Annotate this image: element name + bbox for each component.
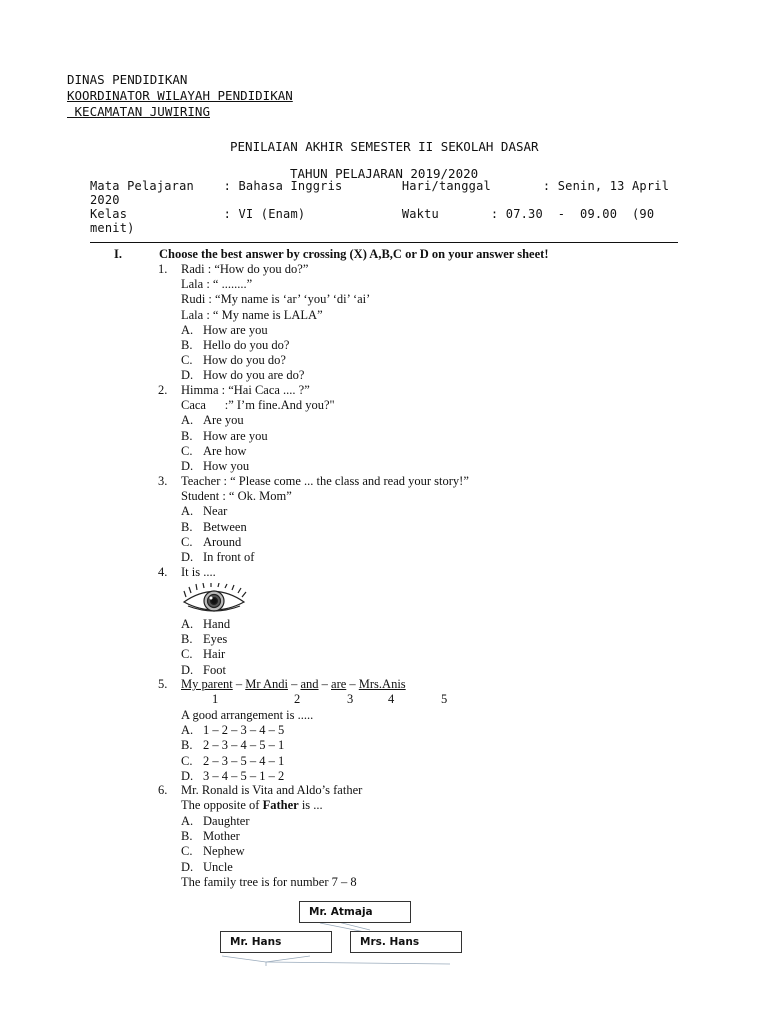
q5-index-1: 1	[212, 692, 219, 706]
q5-word-1: My parent	[181, 677, 233, 691]
q6-option-text: Daughter	[203, 814, 250, 828]
q6-option-letter: C.	[181, 844, 193, 859]
q5-sep-4: –	[346, 677, 359, 691]
q1-option-letter: B.	[181, 338, 193, 352]
header-line-2: KOORDINATOR WILAYAH PENDIDIKAN	[67, 88, 293, 103]
q3-line-1: Teacher : “ Please come ... the class and read your story!”	[181, 474, 469, 488]
q6-footer: The family tree is for number 7 – 8	[181, 874, 357, 889]
q5-option-text: 2 – 3 – 5 – 4 – 1	[203, 753, 285, 768]
q1-option-letter: D.	[181, 368, 194, 383]
q3-number: 3.	[158, 474, 168, 488]
q3-option-text: Between	[203, 519, 247, 534]
q4-option-text: Eyes	[203, 632, 228, 647]
header-line-1: DINAS PENDIDIKAN	[67, 72, 188, 87]
q1-option-letter: C.	[181, 353, 193, 368]
q4-line-1: It is ....	[181, 565, 216, 579]
section-instruction: Choose the best answer by crossing (X) A,B,C or D on your answer sheet!	[159, 247, 549, 261]
q5-option-text: 3 – 4 – 5 – 1 – 2	[203, 768, 285, 783]
q3-option-text: Near	[203, 504, 228, 519]
q2-option-letter: B.	[181, 428, 193, 443]
divider	[90, 242, 678, 243]
q2-number: 2.	[158, 383, 168, 397]
q3-option-letter: C.	[181, 534, 193, 549]
q5-sep-3: –	[318, 677, 332, 691]
q5-option-letter: A.	[181, 723, 194, 738]
q3-line-2: Student : “ Ok. Mom”	[181, 489, 292, 504]
q3-option-letter: A.	[181, 504, 194, 519]
q3-option-letter: D.	[181, 550, 194, 564]
q5-word-4: are	[331, 677, 347, 691]
q5-index-2: 2	[294, 692, 301, 706]
q5-prompt: A good arrangement is .....	[181, 708, 314, 722]
q5-sep-2: –	[287, 677, 301, 691]
q4-option-text: Foot	[203, 662, 226, 677]
q3-option-letter: B.	[181, 519, 193, 534]
q5-option-letter: D.	[181, 768, 194, 783]
q5-word-5: Mrs.Anis	[358, 677, 406, 691]
q2-option-text: Are you	[203, 413, 244, 428]
q3-option-text: Around	[203, 534, 242, 549]
q2-option-letter: C.	[181, 443, 193, 458]
q5-number: 5.	[158, 677, 168, 691]
title-line-2: TAHUN PELAJARAN 2019/2020	[290, 166, 479, 181]
title-line-1: PENILAIAN AKHIR SEMESTER II SEKOLAH DASAR	[230, 139, 539, 154]
q2-line-1: Himma : “Hai Caca .... ?”	[181, 383, 310, 397]
q1-line-3: Rudi : “My name is ‘ar’ ‘you’ ‘di’ ‘ai’	[181, 292, 371, 307]
q1-option-text: Hello do you do?	[203, 338, 290, 352]
q1-line-4: Lala : “ My name is LALA”	[181, 307, 323, 322]
q5-option-text: 2 – 3 – 4 – 5 – 1	[203, 738, 285, 753]
q6-option-text: Nephew	[203, 844, 245, 859]
q1-number: 1.	[158, 262, 168, 276]
q5-option-letter: C.	[181, 753, 193, 768]
q3-option-text: In front of	[203, 550, 255, 564]
q4-option-text: Hand	[203, 617, 231, 631]
tree-node-right: Mrs. Hans	[350, 931, 462, 953]
q4-option-letter: D.	[181, 662, 194, 677]
q6-option-letter: A.	[181, 814, 194, 828]
q2-option-text: How are you	[203, 428, 268, 443]
q5-sep-1: –	[232, 677, 246, 691]
q1-option-text: How are you	[203, 322, 268, 337]
q5-index-5: 5	[441, 692, 448, 706]
q6-father-word: Father	[262, 798, 299, 812]
q1-option-text: How do you are do?	[203, 368, 305, 383]
q1-option-letter: A.	[181, 322, 194, 337]
q1-option-text: How do you do?	[203, 353, 286, 368]
q1-line-1: Radi : “How do you do?”	[181, 262, 309, 276]
q4-option-letter: B.	[181, 632, 193, 647]
q4-option-letter: A.	[181, 617, 194, 631]
q6-line-1: Mr. Ronald is Vita and Aldo’s father	[181, 783, 363, 797]
q5-word-2: Mr Andi	[245, 677, 288, 691]
section-number: I.	[114, 247, 122, 261]
q6-option-letter: D.	[181, 859, 194, 874]
q4-number: 4.	[158, 565, 168, 579]
tree-node-left: Mr. Hans	[220, 931, 332, 953]
q2-option-letter: D.	[181, 459, 194, 473]
q6-option-text: Mother	[203, 829, 240, 844]
q1-line-2: Lala : “ ........”	[181, 277, 253, 292]
q2-option-text: Are how	[203, 443, 247, 458]
q2-line-2: Caca :” I’m fine.And you?"	[181, 398, 335, 413]
q5-words	[181, 677, 406, 692]
q5-index-3: 3	[347, 692, 354, 706]
q5-word-3: and	[300, 677, 319, 691]
tree-node-top: Mr. Atmaja	[299, 901, 411, 923]
q2-option-text: How you	[203, 459, 250, 473]
header-line-3: KECAMATAN JUWIRING	[67, 104, 210, 119]
q4-option-text: Hair	[203, 647, 226, 662]
info-row-2-cont: menit)	[90, 221, 135, 235]
q6-option-letter: B.	[181, 829, 193, 844]
q6-line-2-start: The opposite of	[181, 798, 263, 812]
q6-line-2-end: is ...	[298, 798, 323, 812]
info-row-1: Mata Pelajaran : Bahasa Inggris Hari/tanggal : Senin, 13 April	[90, 179, 670, 193]
q6-option-text: Uncle	[203, 859, 233, 874]
q5-option-text: 1 – 2 – 3 – 4 – 5	[203, 723, 285, 738]
info-row-2: Kelas : VI (Enam) Waktu : 07.30 - 09.00 (90	[90, 207, 655, 221]
q4-option-letter: C.	[181, 647, 193, 662]
info-row-1-cont: 2020	[90, 193, 120, 207]
q5-option-letter: B.	[181, 738, 193, 753]
q6-number: 6.	[158, 783, 168, 797]
q5-index-4: 4	[388, 692, 395, 706]
q2-option-letter: A.	[181, 413, 194, 428]
eye-image	[180, 583, 248, 616]
q6-line-2	[181, 798, 323, 813]
